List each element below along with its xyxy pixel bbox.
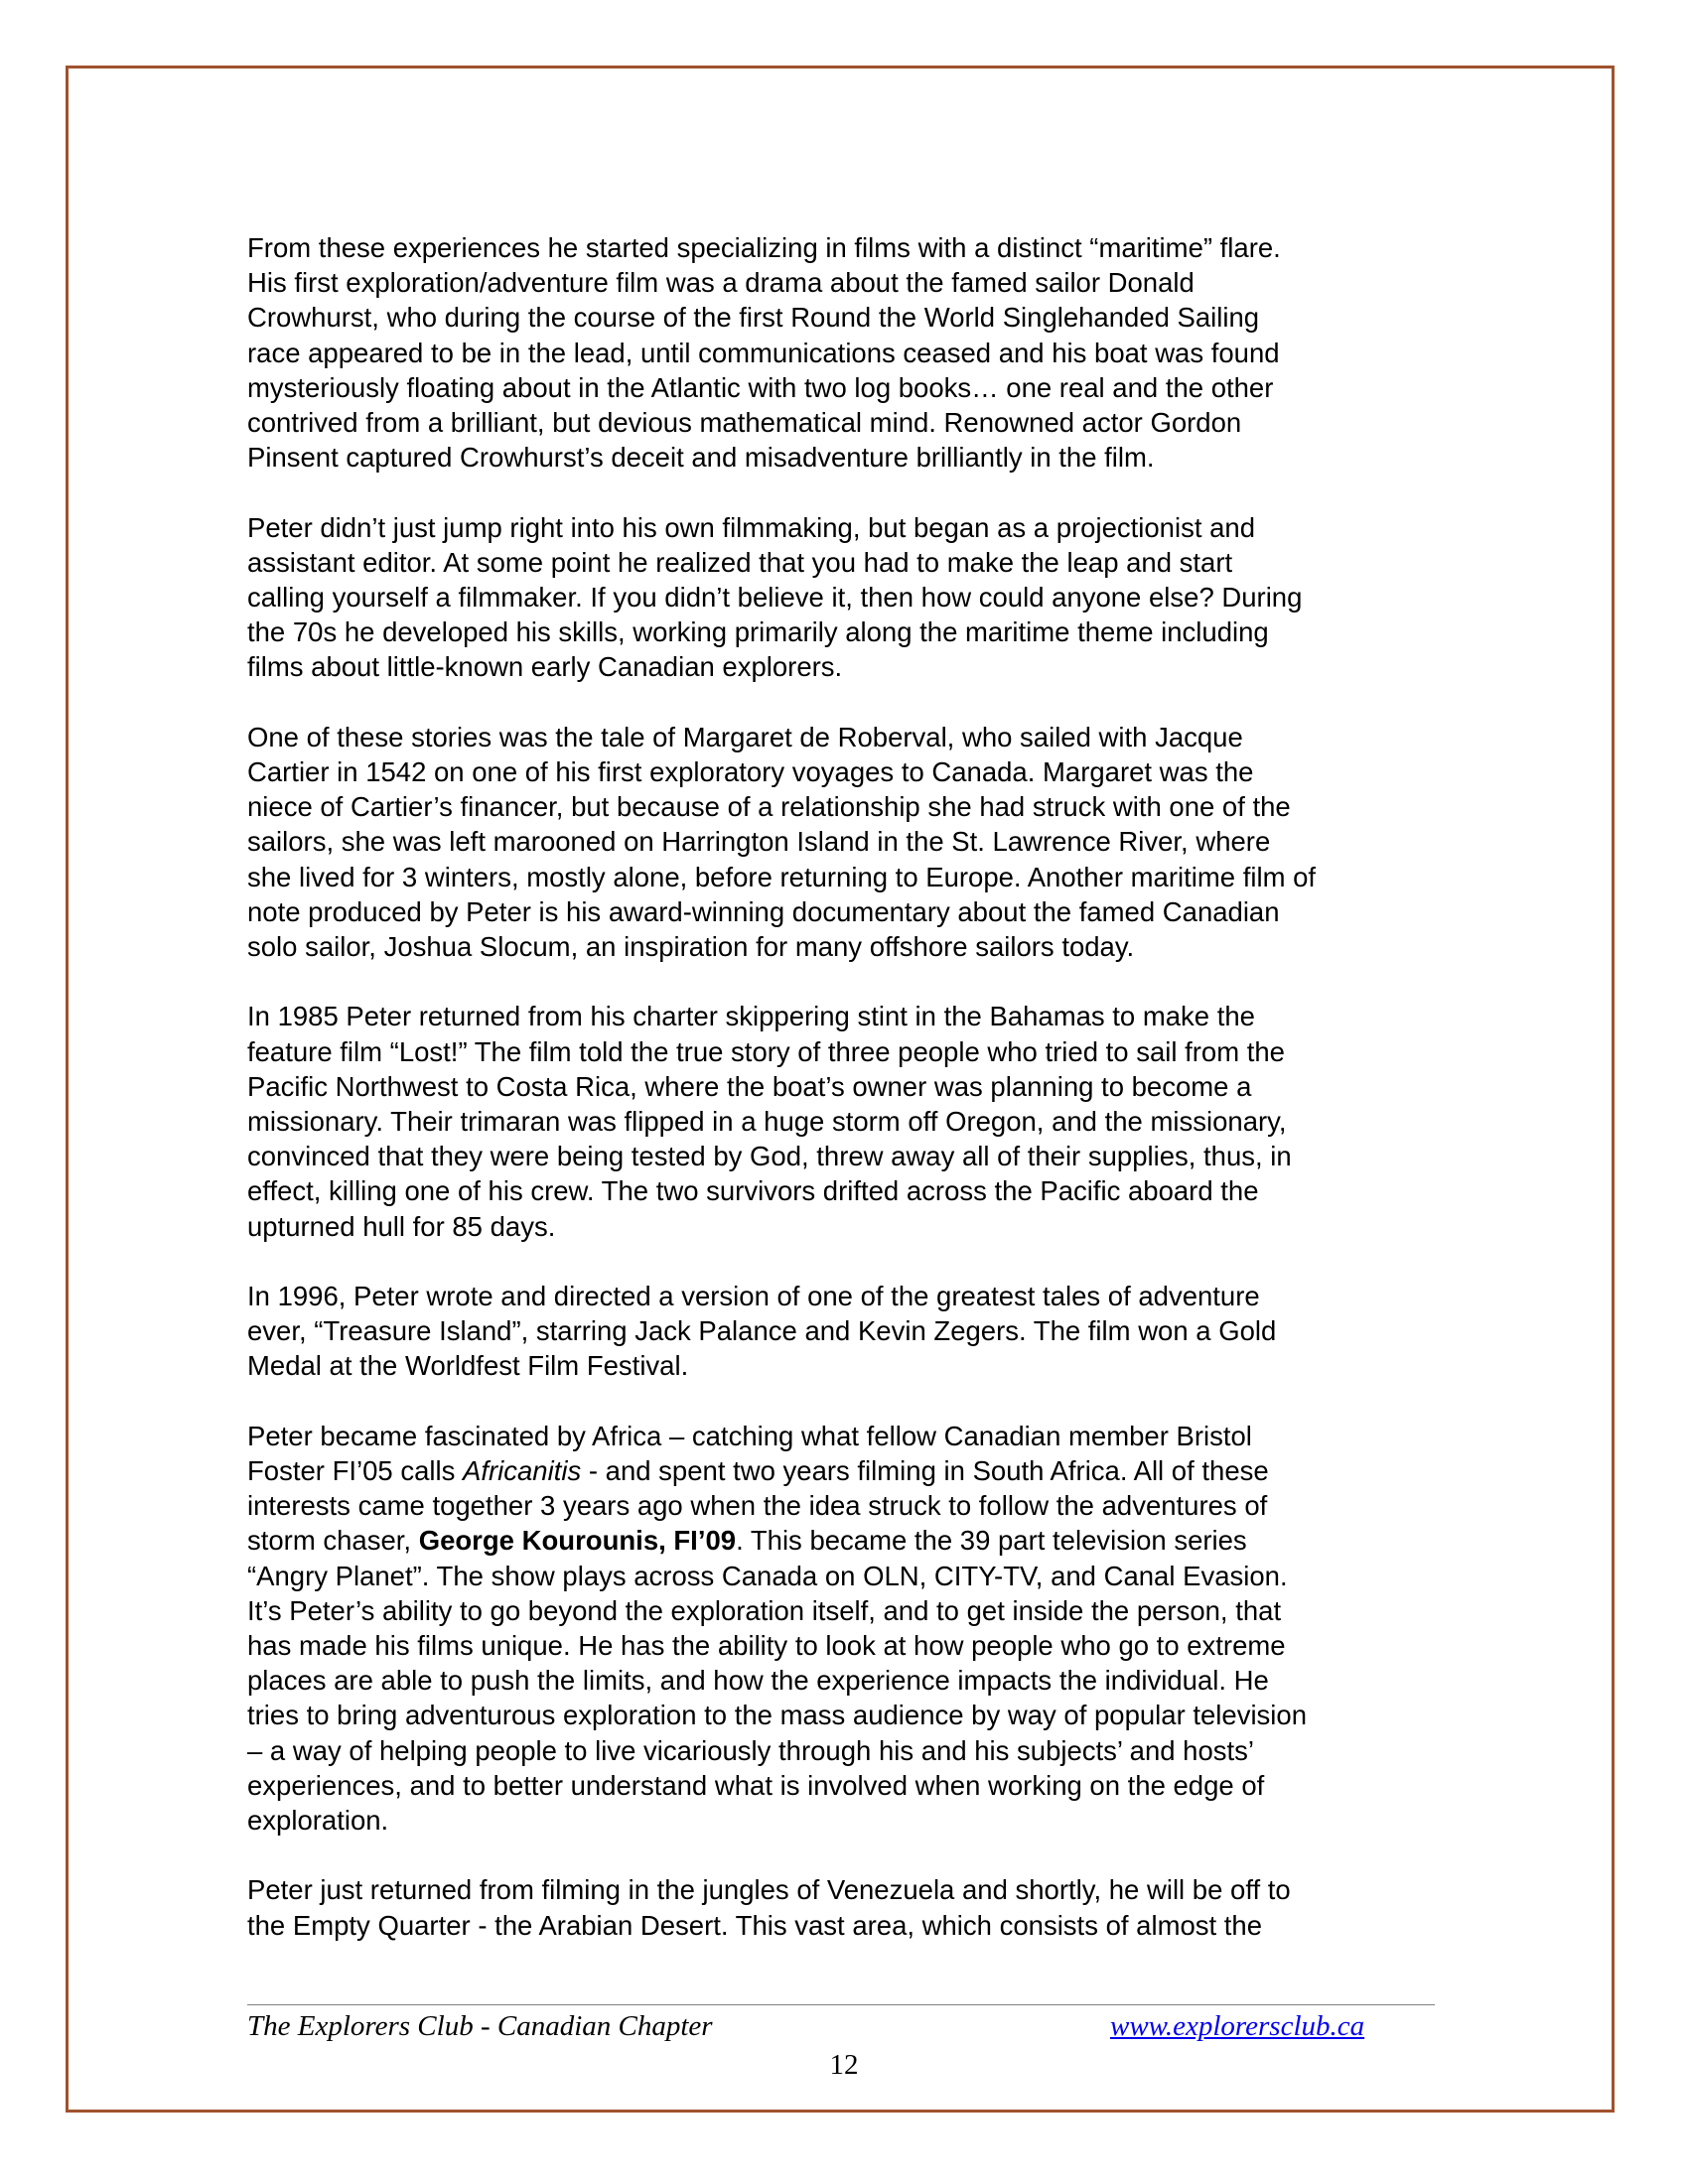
page-number: 12 [829,2049,859,2081]
italic-term: Africanitis [463,1455,582,1487]
paragraph-3: One of these stories was the tale of Margaret de Roberval, who sailed with Jacque Cartier in 1542 on one of his first exploratory voyages to Canada. Margaret was the niece of Cartier’s financer, but because of a relationship she had struck with one of the sailors, she was left marooned on Harrington Island in the St. Lawrence River, where she lived for 3 winters, mostly alone, before returning to Europe. Another maritime film of note produced by Peter is his award-winning documentary about the famed Canadian solo sailor, Joshua Slocum, an inspiration for many offshore sailors today. [247,721,1317,963]
paragraph-6-part-a: Peter became fascinated by Africa – catching what fellow Canadian member Bristol Foster FI’05 calls [247,1420,1252,1487]
paragraph-7: Peter just returned from filming in the jungles of Venezuela and shortly, he will be off to the Empty Quarter - the Arabian Desert. This vast area, which consists of almost the [247,1874,1291,1941]
paragraph-4: In 1985 Peter returned from his charter skippering stint in the Bahamas to make the feature film “Lost!” The film told the true story of three people who tried to sail from the Pacific Northwest to Costa Rica, where the boat’s owner was planning to become a missionary. Their trimaran was flipped in a huge storm off Oregon, and the missionary, convinced that they were being tested by God, threw away all of their supplies, thus, in effect, killing one of his crew. The two survivors drifted across the Pacific aboard the upturned hull for 85 days. [247,1001,1292,1242]
article-body [247,230,1459,1978]
bold-member-name: George Kourounis, FI’09 [418,1525,737,1557]
paragraph-1: From these experiences he started specializing in films with a distinct “maritime” flare. His first exploration/adventure film was a drama about the famed sailor Donald Crowhurst, who during the course of the first Round the World Singlehanded Sailing race appeared to be in the lead, until communications ceased and his boat was found mysteriously floating about in the Atlantic with two log books… one real and the other contrived from a brilliant, but devious mathematical mind. Renowned actor Gordon Pinsent captured Crowhurst’s deceit and misadventure brilliantly in the film. [247,232,1281,474]
footer-divider [247,2004,1435,2005]
paragraph-2: Peter didn’t just jump right into his own filmmaking, but began as a projectionist and assistant editor. At some point he realized that you had to make the leap and start calling yourself a filmmaker. If you didn’t believe it, then how could anyone else? During the 70s he developed his skills, working primarily along the maritime theme including films about little-known early Canadian explorers. [247,511,1303,683]
footer-website-link[interactable]: www.explorersclub.ca [1110,2010,1365,2042]
paragraph-6-part-b: - and spent two years filming in South Africa. All of these interests came together 3 years ago when the idea struck to follow the adventures of storm chaser, [247,1455,1269,1557]
paragraph-5: In 1996, Peter wrote and directed a version of one of the greatest tales of adventure ever, “Treasure Island”, starring Jack Palance and Kevin Zegers. The film won a Gold Medal at the Worldfest Film Festival. [247,1281,1277,1382]
paragraph-6 [247,1419,1459,1838]
footer-organization: The Explorers Club - Canadian Chapter [247,2010,713,2042]
paragraph-6-part-c: . This became the 39 part television series “Angry Planet”. The show plays across Canada on OLN, CITY-TV, and Canal Evasion. It’s Peter’s ability to go beyond the exploration itself, and to get inside the person, that has made his films unique. He has the ability to look at how people who go to extreme places are able to push the limits, and how the experience impacts the individual. He tries to bring adventurous exploration to the mass audience by way of popular television – a way of helping people to live vicariously through his and his subjects’ and hosts’ experiences, and to better understand what is involved when working on the edge of exploration. [247,1525,1308,1837]
